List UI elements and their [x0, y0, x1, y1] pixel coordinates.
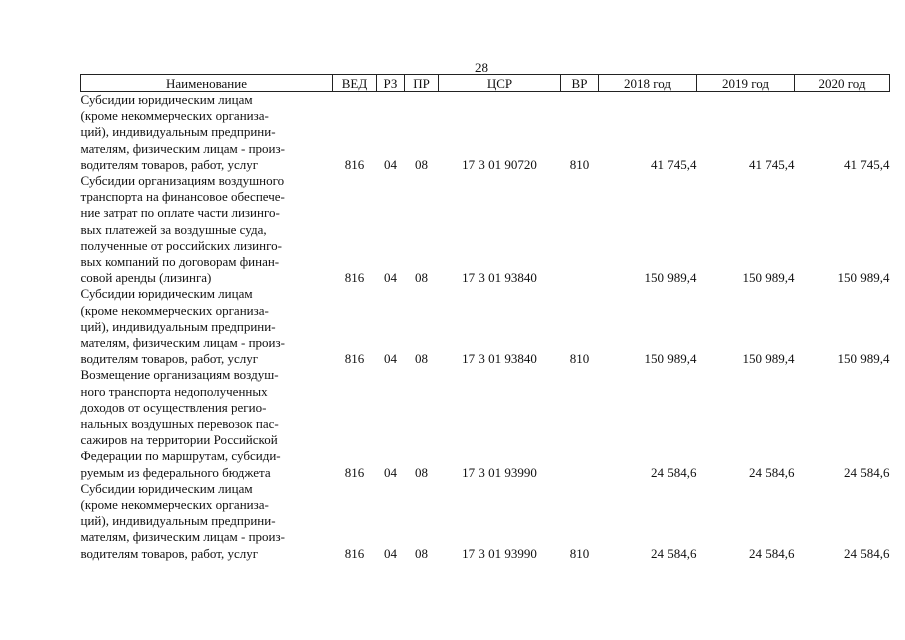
row-vr: 810 — [569, 545, 590, 561]
table-row — [81, 286, 890, 367]
row-vr: 810 — [569, 351, 590, 367]
row-name: Субсидии юридическим лицам (кроме некоммерческих организа- ций), индивидуальным предприни- мателям, физическим лицам - произ- водителям товаров, работ, услуг — [80, 480, 285, 561]
row-name: Субсидии юридическим лицам (кроме некоммерческих организа- ций), индивидуальным предприни- мателям, физическим лицам - произ- водителям товаров, работ, услуг — [80, 286, 285, 367]
table-row — [81, 92, 890, 174]
row-rz: 04 — [384, 156, 397, 172]
col-header-2019: 2019 год — [697, 75, 795, 92]
row-value-2019: 150 989,4 — [742, 270, 795, 286]
row-value-2018: 150 989,4 — [644, 351, 697, 367]
col-header-2018: 2018 год — [599, 75, 697, 92]
row-value-2020: 150 989,4 — [837, 270, 890, 286]
row-ved: 816 — [344, 156, 365, 172]
row-rz: 04 — [384, 270, 397, 286]
row-pr: 08 — [415, 464, 428, 480]
row-csr: 17 3 01 93840 — [462, 270, 537, 286]
row-value-2018: 41 745,4 — [651, 156, 697, 172]
budget-table — [80, 74, 890, 562]
col-header-vr: ВР — [561, 75, 599, 92]
col-header-2020: 2020 год — [795, 75, 890, 92]
row-value-2019: 41 745,4 — [749, 156, 795, 172]
table-row — [81, 173, 890, 286]
col-header-ved: ВЕД — [333, 75, 377, 92]
row-value-2020: 150 989,4 — [837, 351, 890, 367]
row-value-2020: 24 584,6 — [844, 545, 890, 561]
row-rz: 04 — [384, 351, 397, 367]
col-header-rz: РЗ — [377, 75, 405, 92]
col-header-name: Наименование — [81, 75, 333, 92]
row-value-2019: 24 584,6 — [749, 464, 795, 480]
row-csr: 17 3 01 93990 — [462, 464, 537, 480]
row-value-2020: 41 745,4 — [844, 156, 890, 172]
row-ved: 816 — [344, 351, 365, 367]
row-value-2019: 24 584,6 — [749, 545, 795, 561]
row-ved: 816 — [344, 270, 365, 286]
row-vr — [561, 367, 599, 480]
row-vr: 810 — [569, 156, 590, 172]
row-pr: 08 — [415, 351, 428, 367]
row-value-2018: 24 584,6 — [651, 545, 697, 561]
table-header-row — [81, 75, 890, 92]
row-value-2018: 24 584,6 — [651, 464, 697, 480]
row-name: Возмещение организациям воздуш- ного транспорта недополученных доходов от осуществления регио- нальных воздушных перевозок пас- сажиров на территории Российской Федерации по маршрутам, субсиди- руемым из федерального бюджета — [80, 367, 281, 480]
page-number: 28 — [475, 60, 488, 75]
row-csr: 17 3 01 93990 — [462, 545, 537, 561]
row-rz: 04 — [384, 545, 397, 561]
row-csr: 17 3 01 90720 — [462, 156, 537, 172]
table-row — [81, 481, 890, 562]
row-name: Субсидии организациям воздушного транспорта на финансовое обеспече- ние затрат по оплате части лизинго- вых платежей за воздушные суда, полученные от российских лизинго- вых компаний по договорам финан- совой аренды (лизинга) — [80, 173, 285, 286]
row-value-2019: 150 989,4 — [742, 351, 795, 367]
table-row — [81, 367, 890, 480]
row-vr — [561, 173, 599, 286]
col-header-pr: ПР — [405, 75, 439, 92]
row-pr: 08 — [415, 545, 428, 561]
row-ved: 816 — [344, 464, 365, 480]
row-name: Субсидии юридическим лицам (кроме некоммерческих организа- ций), индивидуальным предприни- мателям, физическим лицам - произ- водителям товаров, работ, услуг — [80, 92, 285, 172]
row-value-2020: 24 584,6 — [844, 464, 890, 480]
col-header-csr: ЦСР — [439, 75, 561, 92]
row-ved: 816 — [344, 545, 365, 561]
row-pr: 08 — [415, 156, 428, 172]
row-csr: 17 3 01 93840 — [462, 351, 537, 367]
row-pr: 08 — [415, 270, 428, 286]
row-value-2018: 150 989,4 — [644, 270, 697, 286]
row-rz: 04 — [384, 464, 397, 480]
